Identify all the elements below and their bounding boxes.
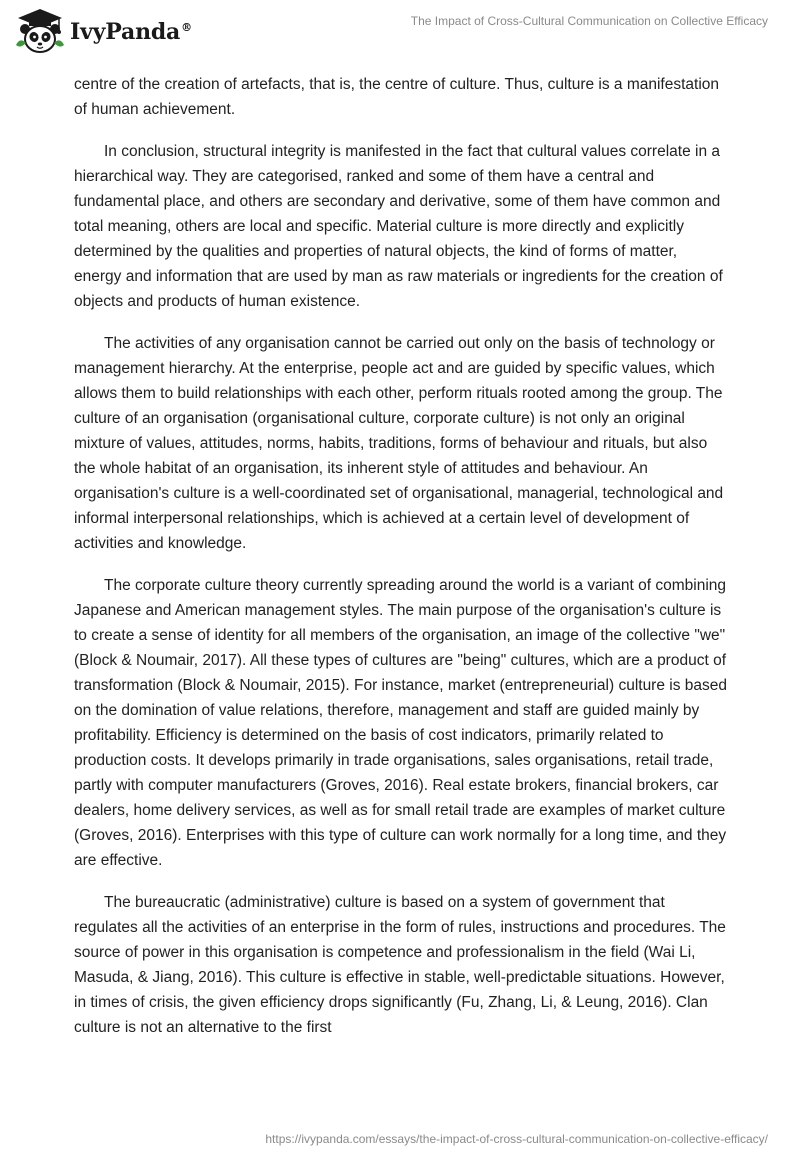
paragraph: The activities of any organisation cannot be carried out only on the basis of technology or management hierarchy. At the enterprise, people act and are guided by specific values, which allows them to build relationships with each other, perform rituals rooted among the group. The culture of an organisation (organisational culture, corporate culture) is not only an original mixture of values, attitudes, norms, habits, traditions, forms of behaviour and rituals, but also the whole habitat of an organisation, its inherent style of attitudes and behaviour. An organisation's culture is a well-coordinated set of organisational, managerial, technological and informal interpersonal relationships, which is achieved at a certain level of development of activities and knowledge. (74, 335, 724, 552)
registered-mark: ® (181, 20, 192, 34)
ivypanda-logo[interactable] (14, 7, 192, 57)
paragraph: The bureaucratic (administrative) culture is based on a system of government that regulates all the activities of an enterprise in the form of rules, instructions and procedures. The source of power in this organisation is competence and professionalism in the field (Wai Li, Masuda, & Jiang, 2016). This culture is effective in stable, well-predictable situations. However, in times of crisis, the given efficiency drops significantly (Fu, Zhang, Li, & Leung, 2016). Clan culture is not an alternative to the first (74, 894, 726, 1036)
paragraph: centre of the creation of artefacts, that is, the centre of culture. Thus, culture is a manifestation of human achievement. (74, 76, 720, 118)
essay-body (74, 72, 728, 1057)
brand-name: IvyPanda® (70, 19, 192, 45)
paragraph: In conclusion, structural integrity is manifested in the fact that cultural values correlate in a hierarchical way. They are categorised, ranked and some of them have a central and fundamental place, and others are secondary and derivative, some of them have common and total meaning, others are local and specific. Material culture is more directly and explicitly determined by the qualities and properties of natural objects, the kind of forms of matter, energy and information that are used by man as raw materials or ingredients for the creation of objects and products of human existence. (74, 143, 723, 310)
panda-graduate-icon (14, 7, 66, 57)
source-url-link[interactable]: https://ivypanda.com/essays/the-impact-of-cross-cultural-communication-on-collective-efficacy/ (265, 1132, 768, 1146)
document-title: The Impact of Cross-Cultural Communication on Collective Efficacy (410, 14, 768, 28)
page-header (0, 0, 800, 64)
paragraph: The corporate culture theory currently spreading around the world is a variant of combining Japanese and American management styles. The main purpose of the organisation's culture is to create a sense of identity for all members of the organisation, an image of the collective "we" (Block & Noumair, 2017). All these types of cultures are "being" cultures, which are a product of transformation (Block & Noumair, 2015). For instance, market (entrepreneurial) culture is based on the domination of value relations, therefore, management and staff are guided mainly by profitability. Efficiency is determined on the basis of cost indicators, primarily related to production costs. It develops primarily in trade organisations, sales organisations, retail trade, partly with computer manufacturers (Groves, 2016). Real estate brokers, financial brokers, car dealers, home delivery services, as well as for small retail trade are examples of market culture (Groves, 2016). Enterprises with this type of culture can work normally for a long time, and they are effective. (74, 577, 728, 869)
